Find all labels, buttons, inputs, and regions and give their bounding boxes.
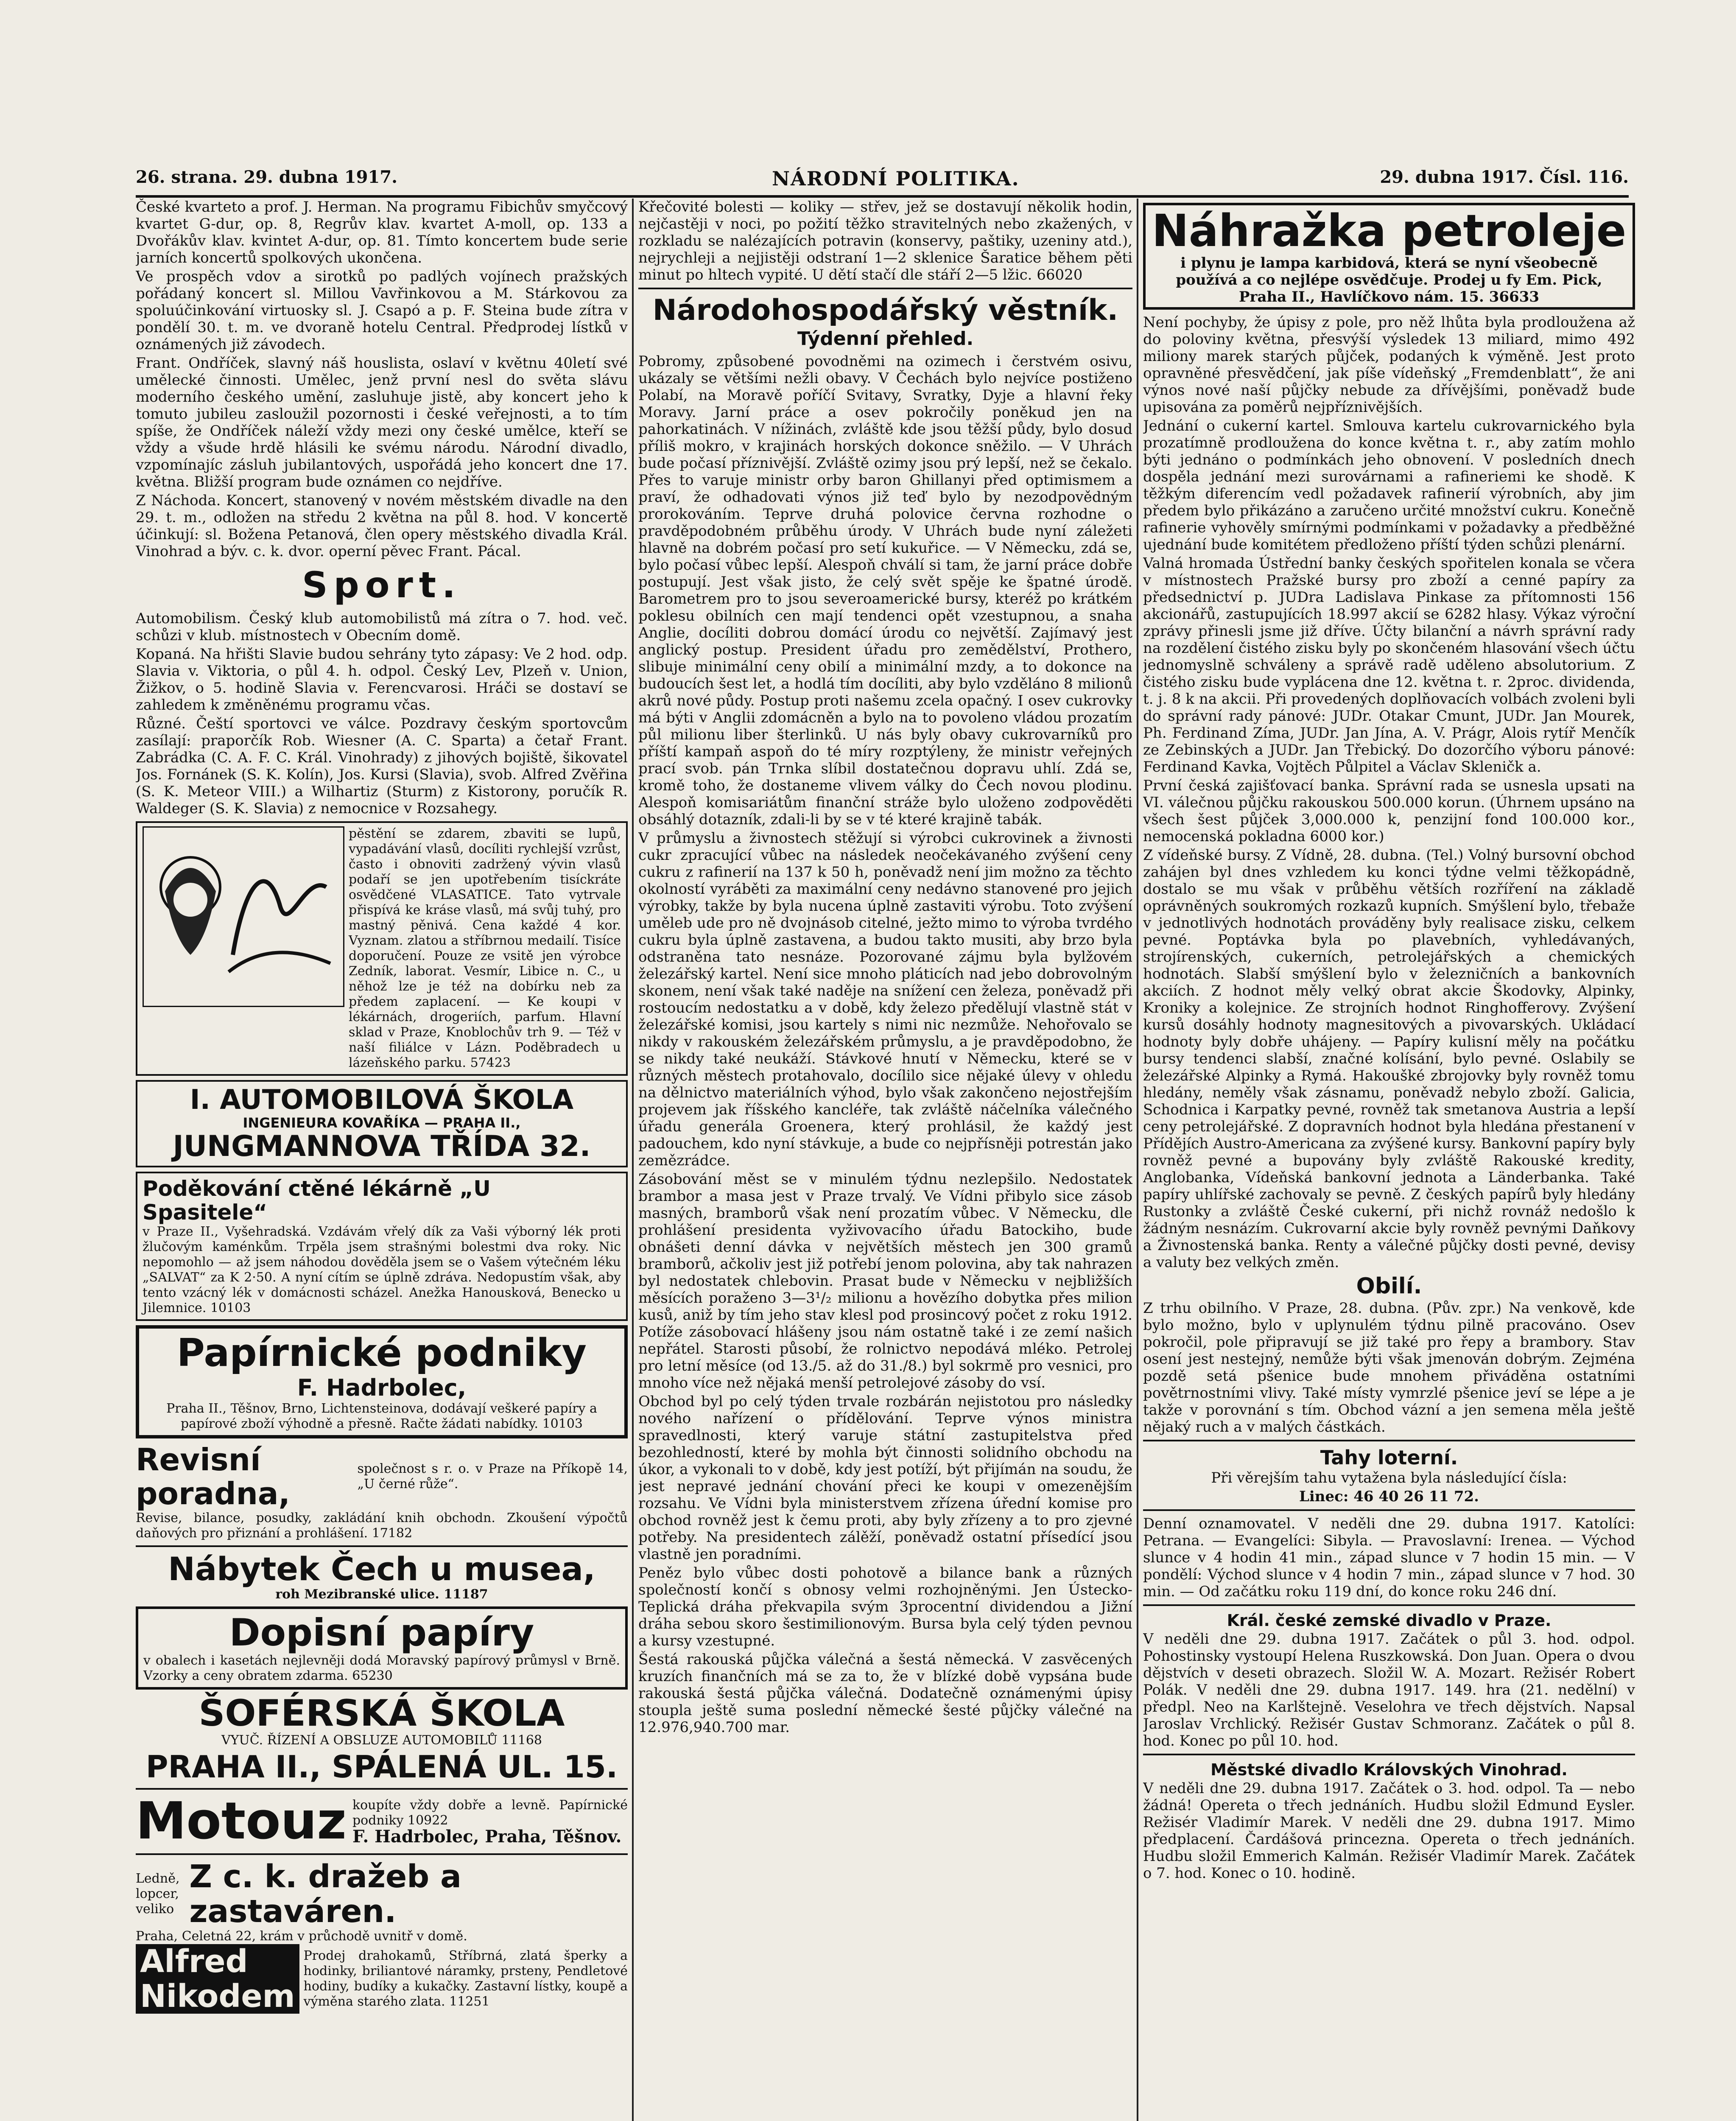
ad-vlasatice [136,821,628,1076]
column-2 [638,199,1132,2121]
divider [638,288,1132,289]
theatre-heading: Král. české zemské divadlo v Praze. [1227,1611,1551,1630]
ad-subtitle: INGENIEURA KOVAŘÍKA — PRAHA II., [243,1115,521,1131]
theatre-heading: Městské divadlo Královských Vinohrad. [1210,1760,1568,1779]
ad-paper-business [136,1325,628,1438]
ad-title: Poděkování ctěné lékárně „U Spasitele“ [143,1176,491,1225]
ad-text: v obalech i kasetách nejlevněji dodá Moravský papírový průmysl v Brně. Vzorky a ceny obratem zdarma. 65230 [143,1653,620,1683]
ad-title: ŠOFÉRSKÁ ŠKOLA [198,1692,565,1735]
article-text: Ve prospěch vdov a sirotků po padlých vojínech pražských pořádaný koncert sl. Millou Vavřinkovou a M. Stárkovou za spoluúčinkování virtuosky sl. J. Csapó a p. F. Steina bude zítra v pondělí 30. t. m. ve dvoraně hotelu Central. Předprodej lístků v oznámených již závodech. [136,268,628,353]
article-text: Kopaná. Na hřišti Slavie budou sehrány tyto zápasy: Ve 2 hod. odp. Slavia v. Viktoria, o půl 4. h. odpol. Český Lev, Plzeň v. Union, Žižkov, o 5. hodině Slavia v. Ferencvarosi. Hráči se dostaví se zahledem k změněnému programu včas. [136,646,628,714]
header-left: 26. strana. 29. dubna 1917. [136,167,398,187]
ad-text: koupíte vždy dobře a levně. Papírnické podniky 10922 [352,1798,628,1828]
article-text: Šestá rakouská půjčka válečná a šestá německá. V zasvěcených kruzích finančních má se za to, že v blízké době vypsána bude rakouská šestá půjčka válečná. Dodatečně oznámenými úpisy stoupla ještě suma poslední německé šesté půjčky válečné na 12.976,940.700 mar. [638,1651,1132,1736]
ad-automobile-school [136,1080,628,1167]
ad-text: Praha II., Těšnov, Brno, Lichtensteinova, dodávají veškeré papíry a papírové zboží výhodně a přesně. Račte žádati nabídky. 10103 [166,1401,597,1431]
ad-revision-office [136,1443,628,1541]
article-text: Denní oznamovatel. V neděli dne 29. dubna 1917. Katolíci: Petrana. — Evangelíci: Sibyla. — Pravoslavní: Irenea. — Východ slunce v 4 hodin 41 min., západ slunce v 7 hodin 15 min. — V pondělí: Východ slunce v 4 hodin 7 min., západ slunce v 7 hod. 30 min. — Od začátku roku 119 dní, do konce roku 246 dní. [1143,1515,1635,1600]
ad-title: Z c. k. dražeb a zastaváren. [189,1858,461,1930]
article-text: Z trhu obilního. V Praze, 28. dubna. (Pův. zpr.) Na venkově, kde bylo možno, bylo v uplynulém týdnu pilně pracováno. Osev pokročil, pole připravují se již také pro řepy a brambory. Stav osení jest nestejný, nemůže býti však jmenován dobrým. Zejména pozdě setá pšenice bude mnohem přiváděna ostatními povětrnostními vlivy. Také místy vymrzlé pšenice jeví se lépe a je takže v porovnání s tím. Obchod vázní a jen semena měla ještě nějaký ruch a v malých částkách. [1143,1300,1635,1435]
ad-side-text: společnost s r. o. v Praze na Příkopě 14, „U černé růže“. [357,1461,628,1491]
ad-subtitle: VYUČ. ŘÍZENÍ A OBSLUZE AUTOMOBILŮ 11168 [221,1733,542,1748]
article-text: První česká zajišťovací banka. Správní rada se usnesla upsati na VI. válečnou půjčku rakouskou 500.000 korun. (Úhrnem upsáno na všech šest půjček 3,000.000 k, penzijní fond 100.000 kor., nemocenská pokladna 6000 kor.) [1143,777,1635,845]
article-text: Peněz bylo vůbec dosti pohotově a bilance bank a různých společností končí s obnosy velmi rozhojněnými. Jen Ústecko-Teplická dráha překvapila svým 3procentní dividendou a Jižní dráha sebou skoro šestimilionovým. Bursa byla celý týden pevnou a kursy vzestupné. [638,1564,1132,1649]
woman-portrait-illustration [143,826,344,1007]
article-text: Z vídeňské bursy. Z Vídně, 28. dubna. (Tel.) Volný bursovní obchod zahájen byl dnes vzhledem ku konci týdne velmi těžkopádně, dostalo se mu však v průběhu větších rozříření na základě oprávněných soukromých rozkazů kupních. Smýšlení bylo, třebaže v jednotlivých hodnotách prováděny byly realisace zisku, celkem pevné. Poptávka byla po plavebních, vyhledávaných, strojírenských, cukerních, petrolejářských a chemických hodnotách. Slabší smýšlení bylo v železničních a bankovních akciích. Z hodnot měly velký obrat akcie Škodovky, Alpinky, Kroniky a kolejnice. Ze strojních hodnot Ringhofferovy. Zvýšení kursů dosáhly hodnoty magnesitových a pivovarských. Ukládací hodnoty byly dobře uhájeny. — Papíry kulisní měly na počátku bursy tendenci slabší, značné kolísání, bylo pevné. Oslabily se železářské Alpinky a Rymá. Hakoušké zbrojovky byly rovněž tomu hledány, neměly však zásnamu, poněvadž nebylo zboží. Galicia, Schodnica i Karpatky pevné, rovněž tak smetanova Austria a lepší ceny petrolejářské. Z dopravních hodnot byla hledána přestanení v Přídějích Austro-Americana za zvýšené kursy. Bankovní papíry byly rovněž pevné a bupovány byly zvláště Rakouské kredity, Anglobanka, Vídeňská bankovní jednota a Länderbanka. Také papíry uhlířské zachovaly se pevně. Z českých papírů byly hledány Rustonky a zvláště České cukerní, při nichž rovnáž nedošlo k žádným nesnázím. Cukrovarní akcie byly rovněž pevnými Daňkovy a Živnostenská banka. Renty a válečné půjčky dosti pevné, devisy a valuty bez velkých změn. [1143,847,1635,1271]
divider [1143,1440,1635,1441]
divider [1143,1754,1635,1755]
article-text: Křečovité bolesti — koliky — střev, jež se dostavují několik hodin, nejčastěji v noci, po požití těžko stravitelných nebo zkažených, v rozkladu se nalézajících potravin (konservy, paštiky, uzeniny atd.), nejrychleji a nejjistěji odstraní 1—2 sklenice Šaratice během pěti minut po hltech vypité. U dětí stačí dle stáří 2—5 lžic. 66020 [638,199,1132,283]
header-title: NÁRODNÍ POLITIKA. [772,167,1020,190]
lottery-numbers: Linec: 46 40 26 11 72. [1299,1488,1479,1505]
ad-twine [136,1794,628,1849]
article-text: Jednání o cukerní kartel. Smlouva kartelu cukrovarnického byla prozatímně prodloužena do konce května t. r., aby zatím mohlo býti jednáno o podmínkách jeho obnovení. V posledních dnech dospěla jednání mezi surovárnami a rafineriemi ke shodě. K těžkým diferencím vedl požadavek rafinerií výrobních, aby jim předem bylo přikázáno a zaručeno určité množství cukru. Konečně rafinerie vyhověly smírnými podmínkami v požadavky a předběžné ujednání bude komitétem předloženo příští týden schůzi plenární. [1143,417,1635,553]
ad-title: Papírnické podniky [176,1331,587,1375]
article-text: Pobromy, způsobené povodněmi na ozimech i čerstvém osivu, ukázaly se většími nežli obavy. V Čechách bylo nejvíce postiženo Polabí, na Moravě poříčí Svitavy, Svratky, Dyje a hlavní řeky Moravy. Jarní práce a osev pokročily poněkud jen na pahorkatinách. V nížinách, zvláště kde jsou těžší půdy, bylo dosud příliš mokro, v krajinách horských dokonce sněžilo. — V Uhrách bude počasí příznivější. Zvláště ozimy jsou prý lepší, než se čekalo. Přes to varuje ministr orby baron Ghillanyi před optimismem a praví, že odhadovati výnos již teď bylo by nezodpovědným prorokováním. Teprve druhá polovice června rozhodne o pravděpodobném průběhu úrody. V Uhrách bude nyní záležeti hlavně na dobrém počasí pro setí kukuřice. — V Německu, zdá se, bylo počasí vůbec lepší. Alespoň chválí si tam, že jarní práce dobře postupují. Jest však jisto, že celý svět spěje ke špatné úrodě. Barometrem pro to jsou severoamerické bursy, kteréž po krátkém poklesu obilních cen mají tendenci opět vzestupnou, a snaha Anglie, docíliti dobrou domácí úrodu co největší. Zajímavý jest anglický postup. President úřadu pro zemědělství, Prothero, slibuje minimální ceny obilí a minimální mzdy, a to dokonce na budoucích šest let, a hodlá tím docíliti, aby bylo vzděláno 8 milionů akrů nové půdy. Postup proti našemu zcela opačný. I osev cukrovky má býti v Anglii zdomácněn a bylo na to povoleno vládou prozatím půl milionu liber šterlinků. U nás byly obavy cukrovarníků pro příští kampaň aspoň do té míry rozptýleny, že ministr veřejných prací svob. pán Trnka slíbil dostatečnou dopravu uhlí. Zdá se, kromě toho, že dostaneme vlivem války do Čech novou plodinu. Alespoň komisariátům finanční stráže bylo uloženo zodpověděti obsáhlý dotazník, zdali-li by se v té které krajině tabák. [638,353,1132,828]
ad-address: Praha, Celetná 22, krám v průchodě uvnitř v domě. [136,1929,467,1944]
article-text: Obchod byl po celý týden trvale rozbárán nejistotou pro následky nového nařízení o přídělování. Teprve výnos ministra spravedlnosti, který varuje státní zastupitelstva před bezohledností, které by mohla být činnosti solidního obchodu na úkor, a vykonali to v době, kdy jest potíží, být přijímán na soudu, že jest nepravé jednání chování přeci ke koupi v omezenějším rozsahu. Ve Vídni byla ministerstvem zřízena úřední komise pro obchod rovněž jest k čemu proti, aby byly zřízeny a to pro zjevné potřeby. Na presidentech zálěží, poněvadž ostatní přísedící jsou vlastně jen poradními. [638,1393,1132,1563]
ad-letter-paper [136,1606,628,1690]
ad-petroleum-substitute [1143,203,1635,310]
article-text: V průmyslu a živnostech stěžují si výrobci cukrovinek a živnosti cukr zpracující vůbec na následek neočekávaného zvýšení ceny cukru z rafinerií na 137 k 50 h, poněvadž není jim možno za těchto okolností vyráběti za maximální ceny nedávno stanovené pro jejich výrobky, takže by byla nucena úplně zastaviti výrobu. Toto zvýšení uměleb ude pro ně dvojnásob citelné, ježto mimo to výroba tvrdého cukru byla úplně zastavena, a budou takto musiti, aby brzo byla odstraněna tato nesnáze. Pozorované zájmu byla bylžovém železářský kartel. Není sice mnoho pláticích nad jebo dobrovolným skonem, není však také naděje na snížení cen železa, poněvadž při rostoucím nedostatku a v době, kdy železo předělují vlastně stát v železářské komisi, jsou kartely s nimi nic nezmůže. Nehořovalo se nikdy v rakouském železářském průmyslu, a je pravděpodobno, že se nikdy také neukáží. Stávkové hnutí v Německu, které se v různých městech protahovalo, docílilo sice nějaké úlevy v ohledu na dělnictvo materiálních výhod, bylo však zakončeno nejostřejším projevem jak říšského kancléře, tak zvláště náčelníka válečného úřadu generála Groenera, který prohlásil, že každý jest padouchem, kdo nyní stávkuje, a bude co nejpřísněji potrestán jako zemězrádce. [638,830,1132,1169]
lottery-heading: Tahy loterní. [1320,1446,1458,1469]
article-text: Různé. Čeští sportovci ve válce. Pozdravy českým sportovcům zasílají: praporčík Rob. Wiesner (A. C. Sparta) a četař Frant. Zabrádka (C. A. F. C. Král. Vinohrady) z jihových bojiště, šikovatel Jos. Fornánek (S. K. Kolín), Jos. Kursi (Slavia), svob. Alfred Zvěřina (S. K. Meteor VIII.) a Wilhartiz (Sturm) z Kistorony, poručík R. Waldeger (S. K. Slavia) z nemocnice v Rozsahegy. [136,715,628,817]
article-text: V neděli dne 29. dubna 1917. Začátek o půl 3. hod. odpol. Pohostinsky vystoupí Helena Ruszkowská. Don Juan. Opera o dvou dějstvích v deseti obrazech. Složil W. A. Mozart. Režisér Robert Polák. V neděli dne 29. dubna 1917. 149. hra (21. nedělní) v předpl. Neo na Karlštejně. Veselohra ve třech dějstvích. Napsal Jaroslav Vrchlický. Režisér Gustav Schmoranz. Začátek o půl 8. hod. Konec po půl 10. hod. [1143,1631,1635,1749]
ad-auctions [136,1859,628,2014]
ad-company: Alfred Nikodem [136,1944,299,2014]
ad-title: Dopisní papíry [229,1611,534,1654]
section-heading: Národohospodářský věstník. [652,294,1118,327]
column-3 [1143,199,1635,2121]
article-text: Není pochyby, že úpisy z pole, pro něž lhůta byla prodloužena až do poloviny května, přesvýší výsledek 13 miliard, mimo 492 miliony marek starých půjček, podaných k výměně. Jest proto opravněné přesvědčení, jak píše vídeňský „Fremdenblatt“, že ani výnos nové naší půjčky nebude za dřívějšími, poněvadž bude upisována za poměrů nejpříznivějších. [1143,314,1635,416]
column-1 [136,199,628,2121]
sport-heading: Sport. [302,564,461,606]
ad-text: Revise, bilance, posudky, zakládání knih obchodn. Zkoušení výpočtů daňových pro přiznání a prohlášení. 17182 [136,1511,628,1541]
ad-text: Prodej drahokamů, Stříbrná, zlatá šperky a hodinky, briliantové náramky, prsteny, Pendletové hodiny, budíky a kukačky. Zastavní lístky, koupě a výměna starého zlata. 11251 [303,1948,628,2009]
divider [1143,1509,1635,1511]
ad-title: Revisní poradna, [136,1442,290,1511]
ad-company: F. Hadrbolec, Praha, Těšnov. [352,1827,622,1847]
ad-pharmacy-thanks [136,1172,628,1321]
ad-company: F. Hadrbolec, [297,1374,467,1401]
ad-subtitle: roh Mezibranské ulice. 11187 [275,1587,488,1602]
section-heading: Obilí. [1356,1273,1422,1299]
ad-title: Motouz [136,1792,347,1851]
ad-furniture [136,1551,628,1602]
article-text: Zásobování měst se v minulém týdnu nezlepšilo. Nedostatek brambor a masa jest v Praze trvalý. Ve Vídni přibylo sice zásob masných, bramborů však není prozatím vůbec. V Německu, dle prohlášení presidenta vyživovacího úřadu Batockiho, bude obnášeti denní dávka v největších městech jen 300 gramů bramborů, ačkoliv jest již potřebí jenom polovina, aby tak nahrazen byl nedostatek chlebovin. Prasat bude v Německu v nejbližších měsících poraženo 3—3¹/₂ milionu a hovězího dobytka přes milion kusů, aniž by tím jeho stav klesl pod prosincový počet z roku 1912. Potíže zásobovací hlášeny jsou nám ostatně také i ze zemí našich nepřátel. Starosti působí, že rolnictvo nepodává mléko. Petrolej pro letní měsíce (od 13./5. až do 31./8.) byl sokrmě pro vesnici, pro mnoho více než nějaká menší petrolejové zásoby do vsí. [638,1171,1132,1391]
article-text: V neděli dne 29. dubna 1917. Začátek o 3. hod. odpol. Ta — nebo žádná! Opereta o třech jednáních. Hudbu složil Edmund Eysler. Režisér Vladimír Marek. V neděli dne 29. dubna 1917. Mimo předplacení. Čardášová princezna. Opereta o třech jednáních. Hudbu složil Emmerich Kalmán. Režisér Vladimír Marek. Začátek o 7. hod. Konec o 10. hodině. [1143,1780,1635,1882]
ad-text: i plynu je lampa karbidová, která se nyní všeobecně používá a co nejlépe osvědčuje. Prodej u fy Em. Pick, Praha II., Havlíčkovo nám. 15. 36633 [1176,255,1602,305]
ad-text: pěstění se zdarem, zbaviti se lupů, vypadávání vlasů, docíliti rychlejší vzrůst, často i obnoviti zadržený vývin vlasů podaří se jen upotřebením tisíckráte osvědčené VLASATICE. Tato vytrvale přispívá ke kráse vlasů, má svůj tuhý, pro mastný pěnivá. Cena každé 4 kor. Vyznam. zlatou a stříbrnou medailí. Tisíce doporučení. Pouze ze vsitě jen výrobce Zedník, laborat. Vesmír, Libice n. C., u něhož lze je též na dobírku neb za předem zaplacení. — Ke koupi v lékárnách, drogeriích, parfum. Hlavní sklad v Praze, Knoblochův trh 9. — Též v naší filiálce v Lázn. Poděbradech u lázeňského parku. 57423 [349,826,621,1070]
ad-text: v Praze II., Vyšehradská. Vzdávám vřelý dík za Vaši výborný lék proti žlučovým kaménkům. Trpěla jsem strašnými bolestmi dva roky. Nic nepomohlo — až jsem náhodou dověděla jsem se o Vašem výtečném léku „SALVAT“ za K 2·50. A nyní cítím se úplně zdráva. Nedopustím však, aby tento vzácný lék v domácnosti scházel. Anežka Hanousková, Benecko u Jilemnice. 10103 [143,1224,621,1315]
ad-title: I. AUTOMOBILOVÁ ŠKOLA [190,1084,574,1116]
header-right: 29. dubna 1917. Čísl. 116. [1380,167,1629,187]
article-text: Automobilism. Český klub automobilistů má zítra o 7. hod. več. schůzi v klub. místnostech v Obecním domě. [136,610,628,644]
column-divider [1137,199,1138,2121]
lottery-text: Při věrejším tahu vytažena byla následující čísla: [1211,1469,1567,1486]
divider [136,1545,628,1547]
page-header [136,165,1629,198]
ad-driver-school [136,1694,628,1784]
divider [1143,1604,1635,1606]
article-text: Z Náchoda. Koncert, stanovený v novém městském divadle na den 29. t. m., odložen na středu 2 května na půl 8. hod. V koncertě účinkují: sl. Božena Petanová, člen opery městského divadla Král. Vinohrad a býv. c. k. dvor. operní pěvec Frant. Pácal. [136,492,628,560]
article-text: Valná hromada Ústřední banky českých spořitelen konala se včera v místnostech Pražské bursy pro zboží a cenné papíry za předsednictví p. JUDra Ladislava Pinkase za přítomnosti 156 akcionářů, zastupujících 18.997 akcií se 6282 hlasy. Výkaz výroční zprávy přinesli jsme již dříve. Účty bilanční a návrh správní rady na rozdělení čistého zisku byly po skončeném hlasování všech účtu jednomyslně schváleny a správě radě uděleno absolutorium. Z čistého zisku bude vyplácena dne 12. května t. r. 2proc. dividenda, t. j. 8 k na akcii. Při provedených doplňovacích volbách zvoleni byli do správní rady pánové: JUDr. Otakar Cmunt, JUDr. Jan Mourek, Ph. Ferdinand Zíma, JUDr. Jan Jína, A. V. Prágr, Alois rytíř Menčík ze Zebinských a JUDr. Jan Třebický. Do dozorčího výboru pánové: Ferdinand Kavka, Vojtěch Půlpitel a Václav Skleničk a. [1143,555,1635,775]
ad-address: JUNGMANNOVA TŘÍDA 32. [173,1130,591,1163]
article-text: Frant. Ondříček, slavný náš houslista, oslaví v květnu 40letí své umělecké činnosti. Umělec, jenž první nesl do světa slávu moderního českého umění, zasluhuje jistě, aby koncert jeho k tomuto jubileu zasloužil pozornosti i české veřejnosti, a to tím spíše, že Ondříček náleží vždy mezi ony české umělce, kteří se vždy a všude hrdě hlásili ke svému národu. Národní divadlo, vzpomínajíc zásluh jubilantových, uspořádá jeho koncert dne 17. května. Bližší program bude oznámen co nejdříve. [136,355,628,490]
section-subheading: Týdenní přehled. [797,328,974,350]
ad-address: PRAHA II., SPÁLENÁ UL. 15. [145,1749,618,1785]
ad-side-text: Ledně, lopcer, veliko [136,1871,180,1917]
divider [136,1853,628,1855]
column-divider [632,199,634,2121]
ad-title: Nábytek Čech u musea, [168,1550,595,1588]
divider [136,1788,628,1790]
ad-title: Náhražka petroleje [1152,205,1627,257]
article-text: České kvarteto a prof. J. Herman. Na programu Fibichův smyčcový kvartet G-dur, op. 8, Regrův klav. kvartet A-moll, op. 133 a Dvořákův klav. kvintet A-dur, op. 81. Tímto koncertem bude serie jarních koncertů spolkových ukončena. [136,199,628,266]
